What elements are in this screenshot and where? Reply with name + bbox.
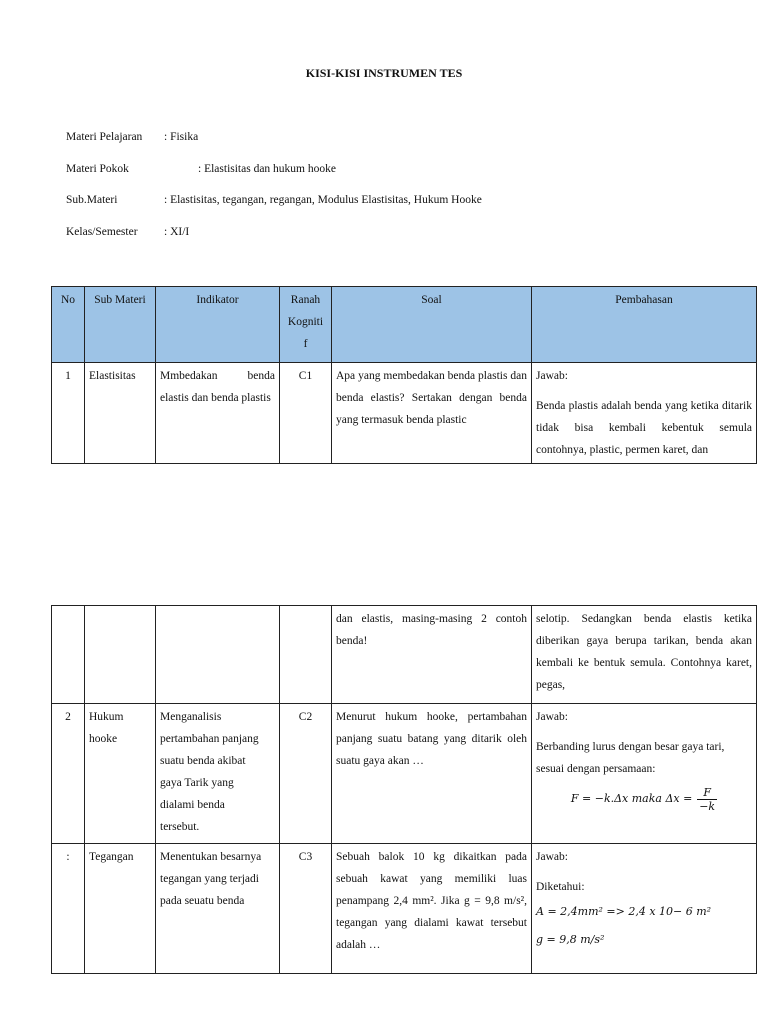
- cell-sub-materi: [85, 704, 156, 844]
- meta-materi-pokok: [66, 163, 336, 175]
- meta-label: Materi Pelajaran: [66, 131, 143, 143]
- cell-ranah: C3: [280, 844, 332, 974]
- equation-denominator: −k: [699, 799, 716, 813]
- indikator-line: gaya Tarik yang: [160, 777, 234, 789]
- document-title: KISI-KISI INSTRUMEN TES: [305, 66, 463, 80]
- pembahasan-diketahui: Diketahui:: [536, 881, 585, 893]
- meta-label: Sub.Materi: [66, 194, 118, 206]
- cell-pembahasan: selotip. Sedangkan benda elastis ketika diberikan gaya berupa tarikan, benda akan kembali ke bentuk semula. Contohnya karet, pegas,: [532, 606, 757, 704]
- cell-ranah: [280, 606, 332, 704]
- indikator-line: pertambahan panjang: [160, 733, 259, 745]
- equation: [536, 784, 752, 814]
- table-header-row: [52, 287, 757, 363]
- meta-sub-materi: [66, 194, 482, 206]
- pembahasan-jawab: Jawab:: [536, 851, 568, 863]
- cell-pembahasan: [532, 363, 757, 464]
- meta-materi-pelajaran: [66, 131, 199, 143]
- meta-value: : XI/I: [164, 226, 190, 238]
- indikator-line: suatu benda akibat: [160, 755, 246, 767]
- cell-pembahasan: [532, 704, 757, 844]
- table-row: [52, 844, 757, 974]
- cell-soal: Apa yang membedakan benda plastis dan benda elastis? Sertakan dengan benda yang termasuk benda plastic: [332, 363, 532, 464]
- table-row: [52, 704, 757, 844]
- meta-value: : Fisika: [164, 131, 199, 143]
- equation-fraction: [697, 786, 717, 813]
- sub-materi-line: hooke: [89, 733, 118, 745]
- header-ranah-line1: Ranah: [290, 294, 321, 306]
- indikator-line: tersebut.: [160, 821, 200, 833]
- cell-no: 1: [52, 363, 85, 464]
- header-pembahasan: Pembahasan: [532, 287, 757, 363]
- header-indikator: Indikator: [156, 287, 280, 363]
- indikator-line: Menganalisis: [160, 711, 222, 723]
- header-sub-materi: Sub Materi: [85, 287, 156, 363]
- cell-soal: Menurut hukum hooke, pertambahan panjang suatu batang yang ditarik oleh suatu gaya akan …: [332, 704, 532, 844]
- equation-lhs: F = −k.Δx maka Δx =: [570, 792, 693, 805]
- pembahasan-jawab: Jawab:: [536, 711, 568, 723]
- cell-sub-materi: Elastisitas: [85, 363, 156, 464]
- cell-ranah: C2: [280, 704, 332, 844]
- instrument-table-part1: [51, 286, 757, 464]
- instrument-table-part2: [51, 605, 757, 974]
- cell-no: :: [52, 844, 85, 974]
- table-row-continuation: [52, 606, 757, 704]
- cell-pembahasan: [532, 844, 757, 974]
- cell-ranah: C1: [280, 363, 332, 464]
- equation-numerator: F: [697, 786, 717, 800]
- cell-sub-materi: Tegangan: [85, 844, 156, 974]
- cell-indikator: [156, 704, 280, 844]
- pembahasan-gravity: g = 9,8 m/s²: [536, 933, 605, 946]
- pembahasan-jawab: Jawab:: [536, 370, 568, 382]
- header-ranah-kognitif: [280, 287, 332, 363]
- cell-indikator: [156, 606, 280, 704]
- header-soal: Soal: [332, 287, 532, 363]
- table-row: [52, 363, 757, 464]
- meta-kelas-semester: [66, 226, 190, 238]
- pembahasan-text: Berbanding lurus dengan besar gaya tari, sesuai dengan persamaan:: [536, 741, 725, 775]
- cell-sub-materi: [85, 606, 156, 704]
- cell-indikator: Menentukan besarnya tegangan yang terjadi pada seuatu benda: [156, 844, 280, 974]
- meta-value: : Elastisitas dan hukum hooke: [198, 163, 336, 175]
- cell-indikator: Mmbedakan benda elastis dan benda plastis: [156, 363, 280, 464]
- indikator-line: dialami benda: [160, 799, 225, 811]
- pembahasan-text: Benda plastis adalah benda yang ketika ditarik tidak bisa kembali kebentuk semula contohnya, plastic, permen karet, dan: [536, 400, 752, 456]
- cell-soal: Sebuah balok 10 kg dikaitkan pada sebuah kawat yang memiliki luas penampang 2,4 mm². Jika g = 9,8 m/s², tegangan yang dialami kawat tersebut adalah …: [332, 844, 532, 974]
- sub-materi-line: Hukum: [89, 711, 124, 723]
- meta-value: : Elastisitas, tegangan, regangan, Modulus Elastisitas, Hukum Hooke: [164, 194, 482, 206]
- header-ranah-line2: Kogniti: [287, 316, 324, 328]
- header-ranah-line3: f: [303, 338, 308, 350]
- pembahasan-area: A = 2,4mm² => 2,4 x 10− 6 m²: [536, 905, 712, 918]
- cell-no: 2: [52, 704, 85, 844]
- meta-label: Materi Pokok: [66, 163, 129, 175]
- meta-label: Kelas/Semester: [66, 226, 138, 238]
- cell-soal: dan elastis, masing-masing 2 contoh benda!: [332, 606, 532, 704]
- cell-no: [52, 606, 85, 704]
- header-no: No: [52, 287, 85, 363]
